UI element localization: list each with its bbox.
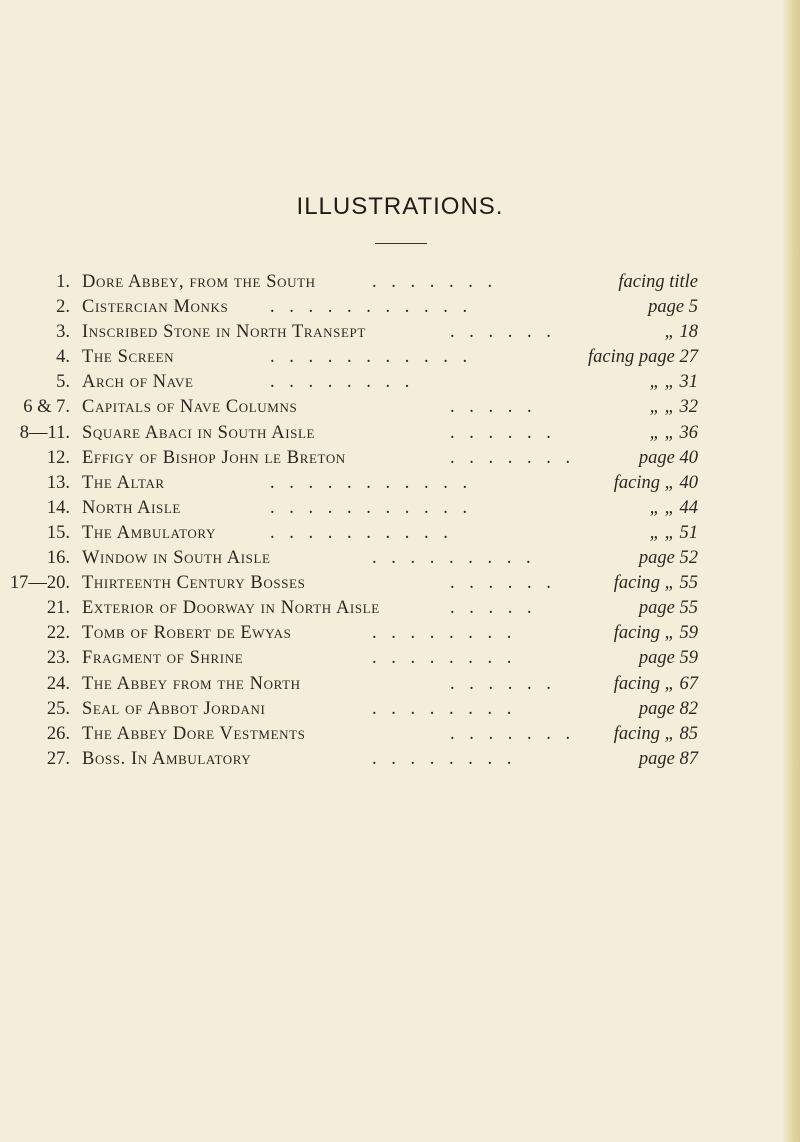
item-number: 8—11. [19,422,70,443]
illustrations-list [0,270,800,772]
item-number: 23. [46,648,70,669]
dot-leader: . . . . . . . . [270,372,415,393]
item-caption: Capitals of Nave Columns [82,397,298,418]
item-number: 3. [56,322,70,343]
item-caption: Square Abaci in South Aisle [82,422,316,443]
item-caption: Arch of Nave [82,372,194,393]
item-caption: Window in South Aisle [82,548,271,569]
dot-leader: . . . . . . . . [372,698,517,719]
item-caption: Effigy of Bishop John le Breton [82,447,346,468]
list-item [0,722,800,747]
item-caption: Fragment of Shrine [82,648,244,669]
dot-leader: . . . . . . [450,573,556,594]
item-caption: The Abbey from the North [82,673,301,694]
list-item [0,496,800,521]
list-item [0,546,800,571]
list-item [0,697,800,722]
list-item [0,421,800,446]
item-number: 4. [56,347,70,368]
dot-leader: . . . . . . . . . . [270,522,453,543]
item-page-ref: page 40 [638,447,698,468]
item-caption: Exterior of Doorway in North Aisle [82,598,380,619]
item-number: 1. [56,272,70,292]
item-caption: North Aisle [82,497,181,518]
item-page-ref: page 55 [638,598,698,619]
item-number: 15. [46,522,70,543]
item-page-ref: page 52 [638,548,698,569]
item-page-ref: facing „ 59 [613,623,698,644]
item-caption: Inscribed Stone in North Transept [82,322,366,343]
item-page-ref: page 87 [638,748,698,769]
dot-leader: . . . . . . . . . . . [270,497,473,518]
item-page-ref: „ „ 32 [649,397,698,418]
dot-leader: . . . . . . . [372,272,498,292]
dot-leader: . . . . . . . [450,723,576,744]
dot-leader: . . . . . . . . . . . [270,472,473,493]
list-item [0,672,800,697]
list-item [0,646,800,671]
item-caption: The Altar [82,472,165,493]
list-item [0,747,800,772]
dot-leader: . . . . . . . . [372,748,517,769]
item-caption: The Ambulatory [82,522,216,543]
item-page-ref: „ „ 31 [649,372,698,393]
item-number: 6 & 7. [23,397,70,418]
item-page-ref: facing „ 55 [613,573,698,594]
item-caption: Tomb of Robert de Ewyas [82,623,292,644]
dot-leader: . . . . . . . . [372,648,517,669]
list-item [0,596,800,621]
item-caption: Thirteenth Century Bosses [82,573,306,594]
item-number: 2. [56,297,70,318]
list-item [0,295,800,320]
item-page-ref: facing „ 67 [613,673,698,694]
item-number: 5. [56,372,70,393]
item-caption: Cistercian Monks [82,297,229,318]
list-item [0,270,800,295]
item-number: 21. [46,598,70,619]
dot-leader: . . . . . . . . [372,623,517,644]
dot-leader: . . . . . . [450,673,556,694]
item-number: 13. [46,472,70,493]
item-page-ref: page 82 [638,698,698,719]
dot-leader: . . . . . [450,397,537,418]
item-number: 22. [46,623,70,644]
list-item [0,395,800,420]
page-title: ILLUSTRATIONS. [296,193,504,220]
item-caption: The Screen [82,347,175,368]
list-item [0,320,800,345]
list-item [0,446,800,471]
dot-leader: . . . . . . . . . [372,548,536,569]
item-page-ref: „ „ 36 [649,422,698,443]
item-number: 25. [46,698,70,719]
list-item [0,370,800,395]
item-page-ref: „ „ 44 [649,497,698,518]
item-caption: Boss. In Ambulatory [82,748,252,769]
item-number: 27. [46,748,70,769]
item-page-ref: facing „ 85 [613,723,698,744]
item-page-ref: page 5 [648,297,698,318]
item-number: 16. [46,548,70,569]
dot-leader: . . . . . . . . . . . [270,347,473,368]
dot-leader: . . . . . [450,598,537,619]
item-page-ref: page 59 [638,648,698,669]
item-page-ref: „ „ 51 [649,522,698,543]
item-number: 17—20. [9,573,70,594]
dot-leader: . . . . . . . . . . . [270,297,473,318]
item-caption: The Abbey Dore Vestments [82,723,306,744]
item-number: 26. [46,723,70,744]
list-item [0,621,800,646]
item-number: 14. [46,497,70,518]
item-page-ref: facing title [618,272,698,292]
item-page-ref: facing „ 40 [613,472,698,493]
list-item [0,571,800,596]
list-item [0,521,800,546]
item-caption: Dore Abbey, from the South [82,272,316,292]
dot-leader: . . . . . . . [450,447,576,468]
item-number: 24. [46,673,70,694]
list-item [0,345,800,370]
title-rule [375,243,427,244]
dot-leader: . . . . . . [450,322,556,343]
item-page-ref: „ 18 [664,322,698,343]
item-page-ref: facing page 27 [588,347,698,368]
item-number: 12. [46,447,70,468]
list-item [0,471,800,496]
item-caption: Seal of Abbot Jordani [82,698,266,719]
dot-leader: . . . . . . [450,422,556,443]
